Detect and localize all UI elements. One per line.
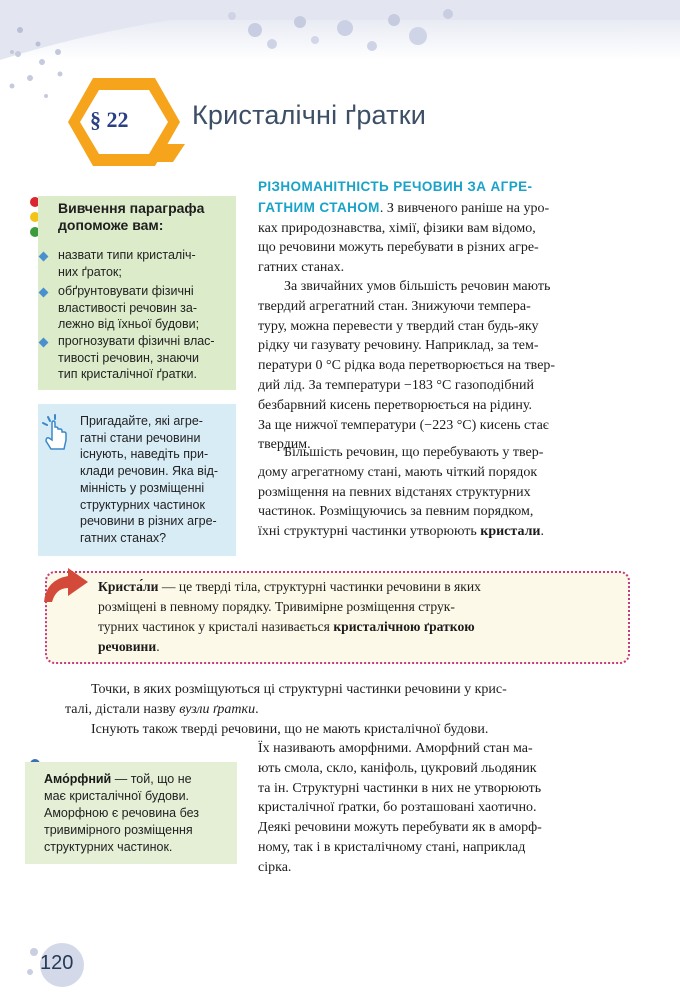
objective-item: прогнозувати фізичні влас- тивості речовин, знаючи тип кристалічної ґратки.: [58, 334, 215, 381]
amorphous-paragraph: Їх називають аморфними. Аморфний стан ма- ють смола, скло, каніфоль, цукровий льодяник та ін. Структурні частинки в них не утворюють кристалічної ґратки, бо розташовані хаотично. Деякі речовини можуть перебувати як в аморф- ному, так і в кристалічному стані, наприклад сірка.: [258, 741, 542, 875]
lattice-nodes-paragraph: Точки, в яких розміщуються ці структурні частинки речовини у крис- талі, дістали назву вузли ґратки. Існують також тверді речовини, що не мають кристалічної будови.: [65, 682, 507, 737]
crystal-definition: Криста́ли — це тверді тіла, структурні частинки речовини в яких розміщені в певному порядку. Тривимірне розміщення струк- турних частинок у кристалі називається кристалічною ґраткою речовини.: [98, 579, 481, 654]
pointing-hand-icon: [40, 414, 70, 454]
objective-item: назвати типи кристаліч- них ґраток;: [58, 248, 196, 279]
curved-arrow-icon: [38, 566, 92, 606]
recall-text: Пригадайте, які агре- гатні стани речовини існують, наведіть при- клади речовин. Яка від- мінність у розміщенні структурних частинок речовини в різних агре- гатних станах?: [80, 414, 219, 545]
study-objectives-heading: Вивчення параграфа допоможе вам:: [58, 200, 205, 233]
intro-paragraph: РІЗНОМАНІТНІСТЬ РЕЧОВИН ЗА АГРЕ- ГАТНИМ СТАНОМ. З вивченого раніше на уро- ках природознавства, хімії, фізики вам відомо, що речовини можуть перебувати в різних агре- гатних станах.: [258, 179, 550, 276]
page-title: Кристалічні ґратки: [192, 100, 427, 130]
page-number: 120: [40, 952, 74, 974]
amorphous-glossary-note: Амо́рфний — той, що не має кристалічної будови. Аморфною є речовина без тривимірного розміщення структурних частинок.: [44, 772, 200, 854]
section-heading-caps: РІЗНОМАНІТНІСТЬ РЕЧОВИН ЗА АГРЕ-: [258, 179, 533, 194]
crystals-paragraph: Більшість речовин, що перебувають у твер- дому агрегатному стані, мають чіткий порядок розміщення на певних відстанях структурних частинок. Розміщуючись за певним порядком, їхні структурні частинки утворюють кристали.: [258, 445, 544, 540]
objective-item: обґрунтовувати фізичні властивості речовин за- лежно від їхньої будови;: [58, 284, 200, 331]
states-paragraph: За звичайних умов більшість речовин мають твердий агрегатний стан. Знижуючи темпера- туру, можна перевести у твердий стан будь-яку рідку чи газувату речовину. Наприклад, за тем- ператури 0 °С рідка вода перетворюється на твер- дий лід. За температури −183 °С газоподібний безбарвний кисень перетворюється на рідину. За ще нижчої температури (−223 °С) кисень стає твердим.: [258, 279, 556, 453]
section-number: § 22: [90, 107, 129, 132]
top-decorative-band: [0, 0, 680, 60]
section-heading-caps: ГАТНИМ СТАНОМ: [258, 199, 380, 215]
